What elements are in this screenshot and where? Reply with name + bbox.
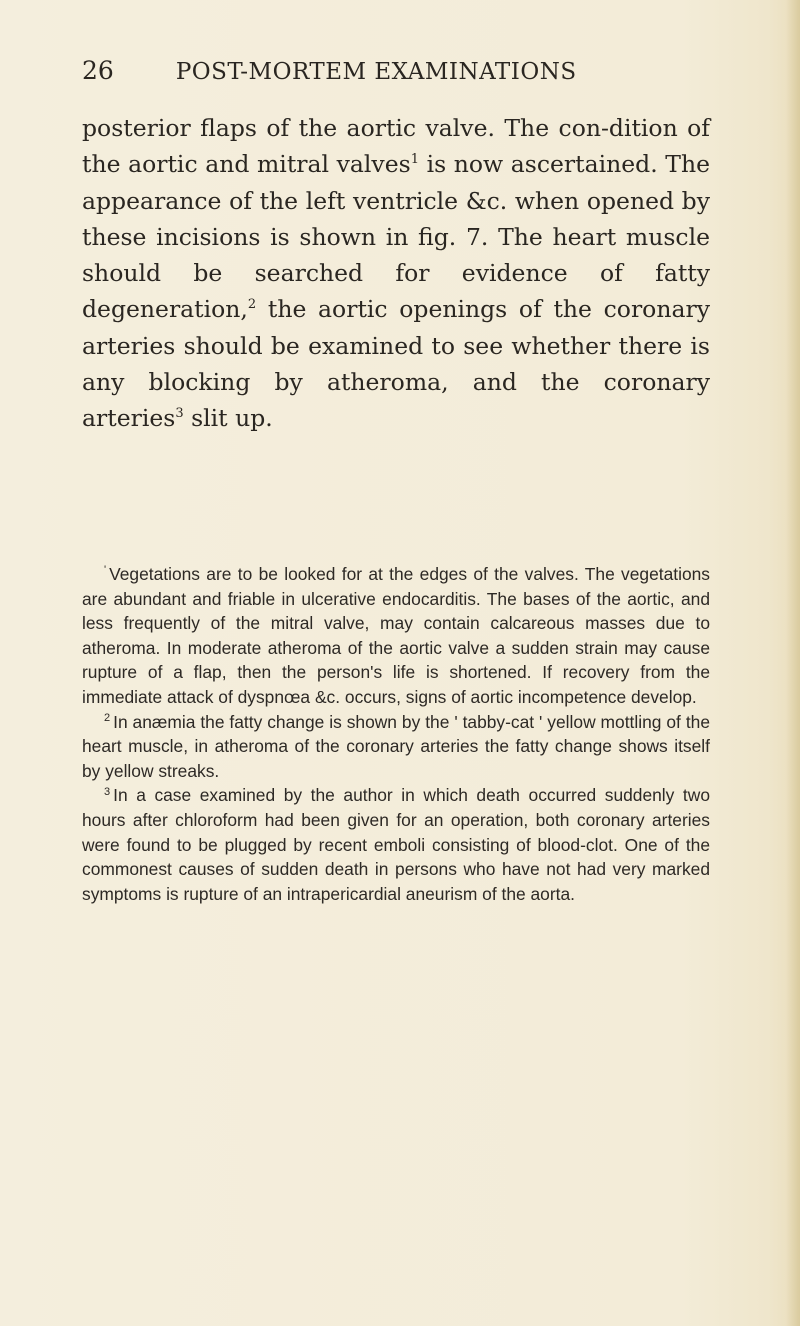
footnote-text: Vegetations are to be looked for at the edges of the valves. The vegetations are abundant and friable in ulcerative endocarditis. The bases of the aortic, and less frequently of the mitral valve, may contain calcareous masses due to atheroma. In moderate atheroma of the aortic valve a sudden strain may cause rupture of a flap, then the person's life is shortened. If recovery from the immediate attack of dyspnœa &c. occurs, signs of aortic incompetence develop. (82, 564, 710, 707)
body-segment: is now ascertained. The appearance of the left ventricle &c. when opened by these incisions is shown in fig. 7. The heart muscle should be searched for evidence of fatty degeneration, (82, 150, 710, 324)
body-segment: slit up. (183, 404, 273, 433)
footnote-marker: ' (104, 564, 107, 577)
footnote-marker: 2 (104, 711, 111, 724)
footnote-reference: 1 (410, 152, 419, 168)
page-header (82, 56, 682, 85)
paragraph-text (82, 110, 710, 437)
running-title: POST-MORTEM EXAMINATIONS (175, 59, 577, 85)
footnote-text: In anæmia the fatty change is shown by the ' tabby-cat ' yellow mottling of the heart muscle, in atheroma of the coronary arteries the fatty change shows itself by yellow streaks. (82, 711, 710, 781)
footnote-reference: 3 (175, 406, 184, 422)
footnote (82, 783, 710, 906)
body-segment: posterior flaps of the aortic valve. The con-dition of the aortic and mitral valves (82, 114, 710, 179)
page-edge-shadow (786, 0, 800, 1326)
footnote (82, 562, 710, 710)
footnotes (82, 562, 710, 906)
main-paragraph (82, 110, 710, 437)
footnote-text: In a case examined by the author in which death occurred suddenly two hours after chloroform had been given for an operation, both coronary arteries were found to be plugged by recent emboli consisting of blood-clot. One of the commonest causes of sudden death in persons who have not had very marked symptoms is rupture of an intrapericardial aneurism of the aorta. (82, 785, 710, 904)
footnote-reference: 2 (247, 297, 257, 313)
body-segment: the aortic openings of the coronary arteries should be examined to see whether there is any blocking by atheroma, and the coronary arteries (82, 295, 710, 433)
footnote-marker: 3 (104, 785, 111, 798)
footnote (82, 710, 710, 784)
page-number: 26 (82, 56, 114, 85)
